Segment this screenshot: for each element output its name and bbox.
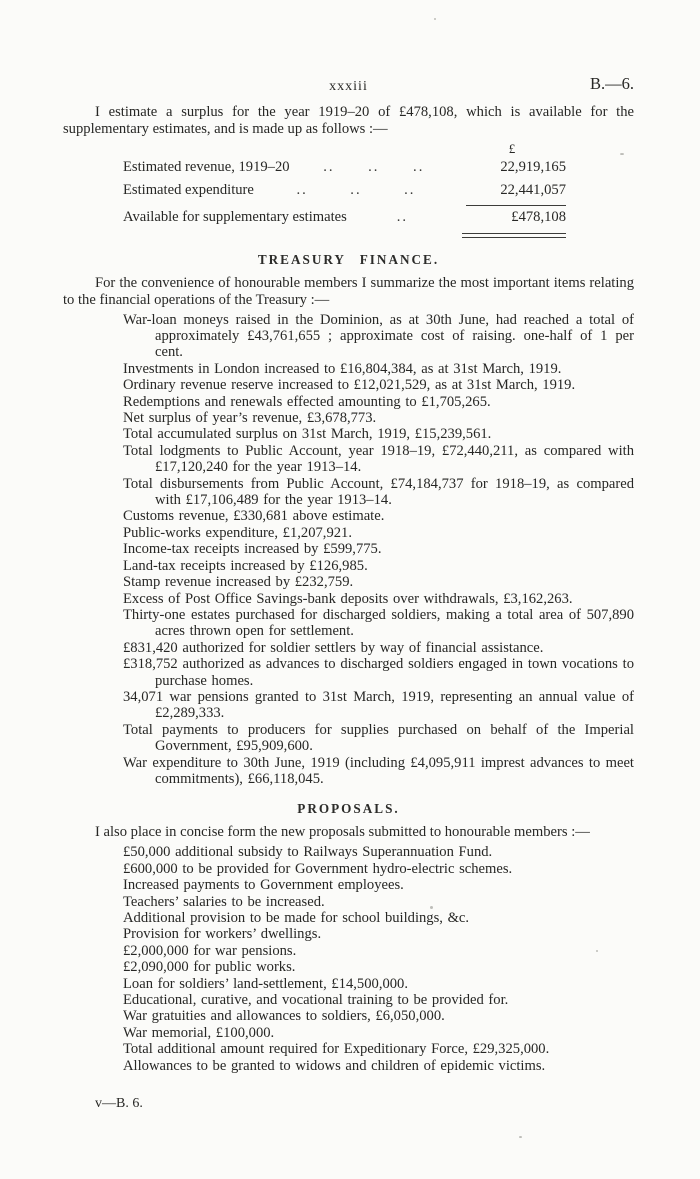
proposal-item: War memorial, £100,000.	[123, 1024, 275, 1041]
proposal-item: Educational, curative, and vocational training to be provided for.	[123, 992, 509, 1009]
scan-speck	[620, 153, 624, 155]
total-double-rule	[462, 233, 566, 238]
treasury-item: War expenditure to 30th June, 1919 (including £4,095,911 imprest advances to meet commitments), £66,118,045.	[123, 754, 634, 787]
leader-dot-group: ..	[296, 182, 308, 198]
row-amount: 22,441,057	[500, 182, 566, 198]
table-row	[123, 156, 566, 179]
proposal-item: £50,000 additional subsidy to Railways Superannuation Fund.	[123, 844, 493, 861]
leader-dot-group: ..	[350, 182, 362, 198]
proposal-item: £600,000 to be provided for Government hydro-electric schemes.	[123, 860, 513, 877]
treasury-item: Excess of Post Office Savings-bank deposits over withdrawals, £3,162,263.	[123, 590, 573, 607]
scan-speck	[434, 18, 436, 20]
treasury-item: £318,752 authorized as advances to discharged soldiers engaged in town vocations to purchase homes.	[123, 656, 634, 689]
row-amount: 22,919,165	[500, 159, 566, 175]
treasury-item: Total payments to producers for supplies purchased on behalf of the Imperial Government, £95,909,600.	[123, 721, 634, 755]
treasury-item: £831,420 authorized for soldier settlers by way of financial assistance.	[123, 639, 544, 656]
treasury-item: Total disbursements from Public Account, £74,184,737 for 1918–19, as compared with £17,106,489 for the year 1913–14.	[123, 475, 634, 509]
leader-dots	[347, 206, 458, 229]
surplus-table	[123, 141, 566, 238]
currency-header-row	[123, 141, 566, 156]
table-row	[123, 179, 566, 202]
proposal-item: Total additional amount required for Expeditionary Force, £29,325,000.	[123, 1041, 550, 1058]
document-reference: B.—6.	[589, 74, 634, 93]
proposals-intro-paragraph: I also place in concise form the new proposals submitted to honourable members :—	[95, 824, 590, 841]
leader-dot-group: ..	[404, 182, 416, 198]
treasury-item: Public-works expenditure, £1,207,921.	[123, 524, 352, 541]
treasury-item: 34,071 war pensions granted to 31st March, 1919, representing an annual value of £2,289,333.	[123, 688, 634, 722]
proposal-item: Increased payments to Government employees.	[123, 877, 404, 894]
total-amount: £478,108	[511, 209, 566, 225]
treasury-item: Total accumulated surplus on 31st March, 1919, £15,239,561.	[123, 426, 492, 443]
treasury-item: Stamp revenue increased by £232,759.	[123, 574, 354, 591]
treasury-intro-paragraph: For the convenience of honourable members I summarize the most important items relating to the financial operations of the Treasury :—	[63, 274, 634, 308]
treasury-item: Customs revenue, £330,681 above estimate.	[123, 508, 385, 525]
proposal-item: Additional provision to be made for school buildings, &c.	[123, 910, 470, 926]
proposal-item: Teachers’ salaries to be increased.	[123, 893, 325, 910]
treasury-item: Thirty-one estates purchased for discharged soldiers, making a total area of 507,890 acres thrown open for settlement.	[123, 606, 634, 640]
total-rule-row	[123, 229, 566, 238]
leader-dot-group: ..	[396, 209, 409, 225]
proposal-item: Allowances to be granted to widows and children of epidemic victims.	[123, 1057, 546, 1074]
treasury-item: Land-tax receipts increased by £126,985.	[123, 557, 368, 574]
printer-signature: v—B. 6.	[95, 1096, 143, 1112]
page-number: xxxiii	[329, 79, 368, 94]
leader-dots	[290, 156, 458, 179]
treasury-item: Ordinary revenue reserve increased to £12,021,529, as at 31st March, 1919.	[123, 377, 576, 394]
treasury-items-list	[63, 312, 634, 788]
treasury-item: Investments in London increased to £16,804,384, as at 31st March, 1919.	[123, 360, 562, 377]
proposal-item: £2,000,000 for war pensions.	[123, 942, 297, 959]
leader-dot-group: ..	[368, 159, 380, 175]
treasury-finance-heading: TREASURY FINANCE.	[257, 251, 440, 267]
treasury-item: Net surplus of year’s revenue, £3,678,773.	[123, 410, 377, 427]
proposals-items-list	[63, 844, 634, 1074]
leader-dot-group: ..	[413, 159, 425, 175]
treasury-item: Redemptions and renewals effected amounting to £1,705,265.	[123, 393, 491, 410]
leader-dots	[254, 179, 458, 202]
proposals-heading: PROPOSALS.	[297, 801, 400, 817]
treasury-item: War-loan moneys raised in the Dominion, as at 30th June, had reached a total of approximately £43,761,655 ; approximate cost of raising. one-half of 1 per cent.	[123, 311, 634, 361]
treasury-item: Total lodgments to Public Account, year 1918–19, £72,440,211, as compared with £17,120,240 for the year 1913–14.	[123, 442, 634, 476]
scan-speck	[430, 906, 433, 909]
scan-speck	[519, 1136, 522, 1138]
surplus-intro-paragraph: I estimate a surplus for the year 1919–20 of £478,108, which is available for the supplementary estimates, and is made up as follows :—	[63, 104, 634, 137]
total-label: Available for supplementary estimates	[123, 209, 347, 225]
page-header	[63, 74, 634, 96]
row-label: Estimated revenue, 1919–20	[123, 159, 290, 175]
currency-symbol: £	[508, 141, 516, 156]
table-total-row	[123, 206, 566, 229]
scan-speck	[596, 950, 598, 952]
proposal-item: Provision for workers’ dwellings.	[123, 926, 322, 943]
row-label: Estimated expenditure	[123, 182, 254, 198]
leader-dot-group: ..	[323, 159, 335, 175]
proposal-item: £2,090,000 for public works.	[123, 959, 296, 976]
treasury-item: Income-tax receipts increased by £599,775.	[123, 541, 382, 558]
proposal-item: War gratuities and allowances to soldiers, £6,050,000.	[123, 1008, 445, 1025]
proposal-item: Loan for soldiers’ land-settlement, £14,500,000.	[123, 975, 409, 992]
